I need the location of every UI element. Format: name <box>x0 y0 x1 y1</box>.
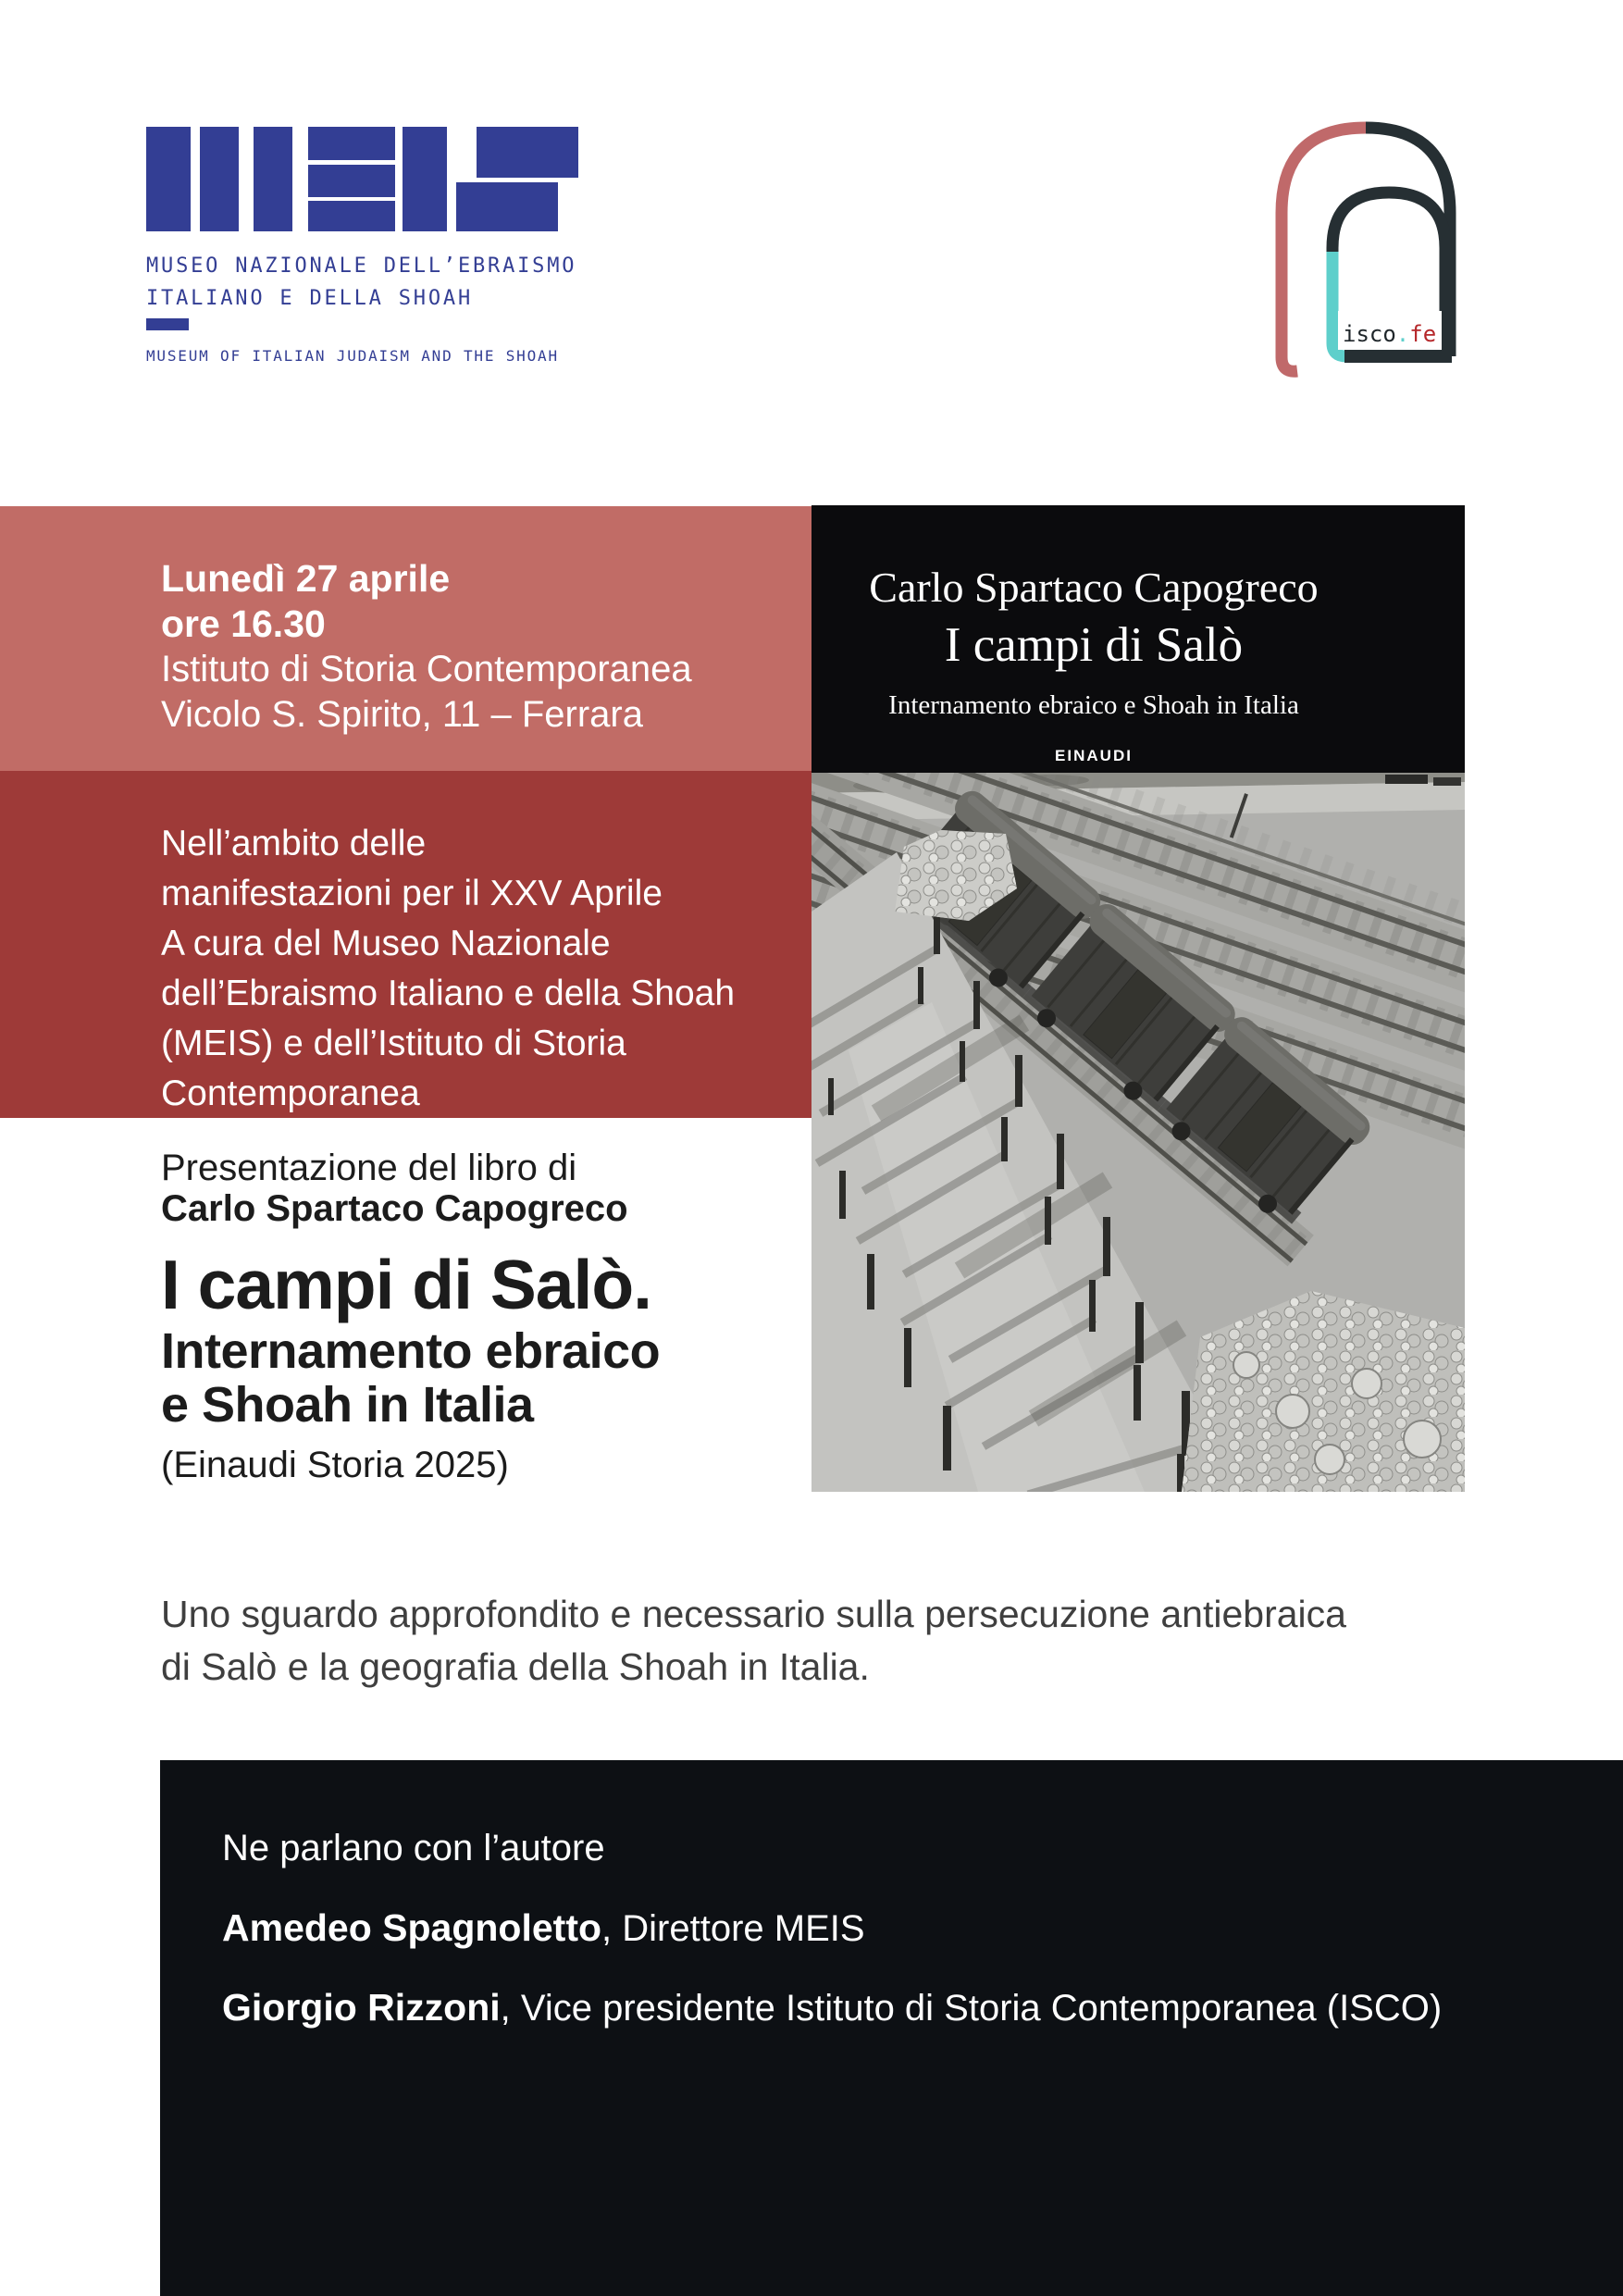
presentation-intro: Presentazione del libro di <box>161 1148 577 1188</box>
meis-name-line2: ITALIANO E DELLA SHOAH <box>146 287 473 310</box>
book-title: I campi di Salò. <box>161 1246 651 1323</box>
presentation-block <box>161 1148 660 1485</box>
presentation-author: Carlo Spartaco Capogreco <box>161 1188 628 1229</box>
speaker-role: , Vice presidente Istituto di Storia Contemporanea (ISCO) <box>500 1988 1443 2029</box>
event-info-band <box>0 506 812 771</box>
speaker-name: Amedeo Spagnoletto <box>222 1906 602 1949</box>
blurb-line1: Uno sguardo approfondito e necessario sulla persecuzione antiebraica <box>161 1593 1346 1635</box>
book-cover-publisher: EINAUDI <box>1055 747 1133 764</box>
speakers-panel <box>160 1760 1623 2296</box>
event-context-band <box>0 771 812 1118</box>
book-cover-subtitle: Internamento ebraico e Shoah in Italia <box>888 690 1299 720</box>
speaker-row <box>222 1985 1623 2030</box>
blurb-line2: di Salò e la geografia della Shoah in Italia. <box>161 1645 870 1688</box>
event-address: Vicolo S. Spirito, 11 – Ferrara <box>161 694 643 735</box>
speaker-name: Giorgio Rizzoni <box>222 1986 501 2029</box>
speaker-role: , Direttore MEIS <box>601 1908 865 1949</box>
meis-logo <box>134 109 615 378</box>
book-subtitle-line1: Internamento ebraico <box>161 1323 661 1379</box>
book-subtitle-line2: e Shoah in Italia <box>161 1377 534 1433</box>
speaker-row <box>222 1905 1623 1951</box>
event-venue: Istituto di Storia Contemporanea <box>161 649 692 689</box>
event-date: Lunedì 27 aprile <box>161 557 451 600</box>
book-blurb <box>161 1588 1346 1694</box>
context-line: Contemporanea <box>161 1074 420 1113</box>
speakers-heading: Ne parlano con l’autore <box>222 1828 605 1868</box>
railway-memorial-photo-illustration <box>812 773 1465 1492</box>
isco-wordmark-fe: fe <box>1409 321 1437 347</box>
isco-wordmark <box>1343 321 1436 347</box>
isco-base-bar <box>1344 350 1452 363</box>
book-cover-title: I campi di Salò <box>944 618 1244 672</box>
context-line: A cura del Museo Nazionale <box>161 924 611 963</box>
book-cover-author: Carlo Spartaco Capogreco <box>869 564 1319 611</box>
context-line: manifestazioni per il XXV Aprile <box>161 874 663 913</box>
book-edition: (Einaudi Storia 2025) <box>161 1445 509 1485</box>
context-line: Nell’ambito delle <box>161 824 427 863</box>
event-time: ore 16.30 <box>161 602 326 645</box>
meis-name-line1: MUSEO NAZIONALE DELL’EBRAISMO <box>146 254 577 278</box>
isco-wordmark-isco: isco <box>1343 321 1396 347</box>
meis-subtitle: MUSEUM OF ITALIAN JUDAISM AND THE SHOAH <box>146 347 559 365</box>
context-line: (MEIS) e dell’Istituto di Storia <box>161 1024 626 1063</box>
book-cover-title-panel <box>812 505 1465 773</box>
isco-fe-logo <box>1257 100 1562 378</box>
context-line: dell’Ebraismo Italiano e della Shoah <box>161 974 736 1013</box>
isco-wordmark-dot: . <box>1395 321 1410 347</box>
book-cover-photo <box>812 773 1465 1492</box>
book-cover <box>812 505 1465 1492</box>
